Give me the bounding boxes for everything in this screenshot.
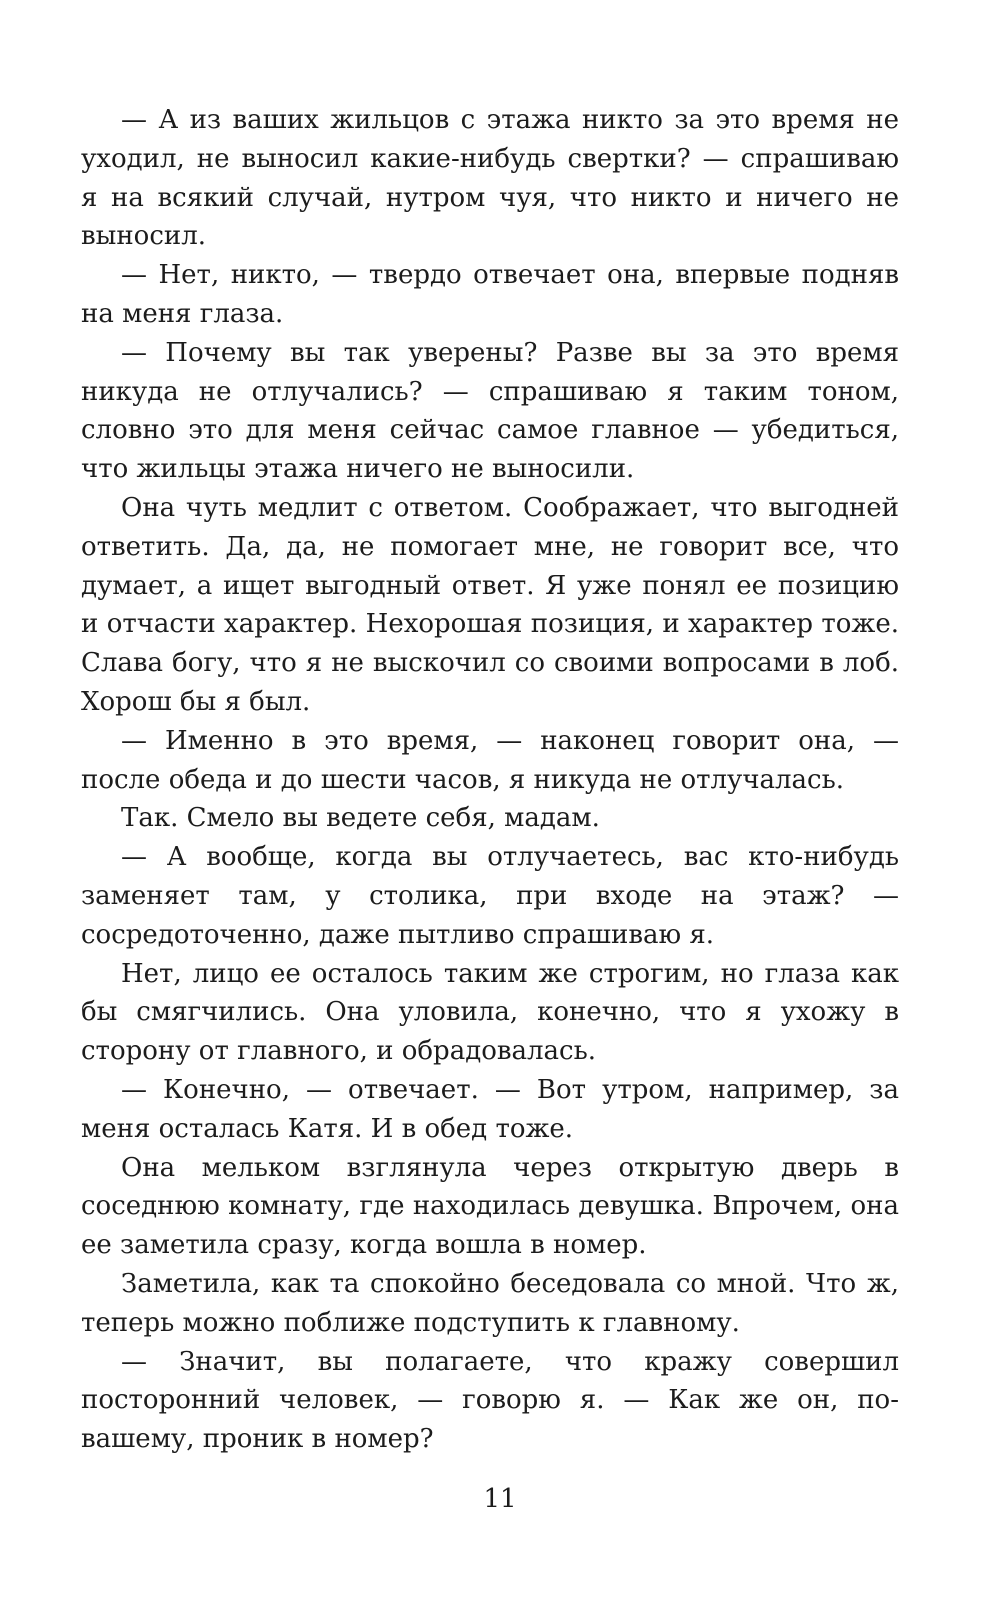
paragraph-11: Заметила, как та спокойно беседовала со мной. Что ж, теперь можно поближе подступить к главному. — [81, 1268, 899, 1338]
paragraph-4: Она чуть медлит с ответом. Соображает, что выгодней ответить. Да, да, не помогает мне, не говорит все, что думает, а ищет выгодный ответ. Я уже понял ее позицию и отчасти характер. Нехорошая позиция, и характер тоже. Слава богу, что я не выскочил со своими вопросами в лоб. Хорош бы я был. — [81, 492, 899, 717]
page-text — [81, 101, 899, 1459]
paragraph-3: — Почему вы так уверены? Разве вы за это время никуда не отлучались? — спрашиваю я таким тоном, словно это для меня сейчас самое главное — убедиться, что жильцы этажа ничего не выносили. — [81, 337, 899, 485]
paragraph-9: — Конечно, — отвечает. — Вот утром, например, за меня осталась Катя. И в обед тоже. — [81, 1074, 899, 1144]
paragraph-2: — Нет, никто, — твердо отвечает она, впервые подняв на меня глаза. — [81, 260, 899, 329]
page-number: 11 — [483, 1484, 517, 1514]
paragraph-8: Нет, лицо ее осталось таким же строгим, но глаза как бы смягчились. Она уловила, конечно, что я ухожу в сторону от главного, и обрадовалась. — [81, 958, 899, 1067]
paragraph-10: Она мельком взглянула через открытую дверь в соседнюю комнату, где находилась девушка. Впрочем, она ее заметила сразу, когда вошла в номер. — [81, 1152, 899, 1261]
paragraph-5: — Именно в это время, — наконец говорит она, — после обеда и до шести часов, я никуда не отлучалась. — [81, 725, 899, 795]
paragraph-7: — А вообще, когда вы отлучаетесь, вас кто-нибудь заменяет там, у столика, при входе на этаж? — сосредоточенно, даже пытливо спрашиваю я. — [81, 842, 899, 950]
paragraph-12: — Значит, вы полагаете, что кражу совершил посторонний человек, — говорю я. — Как же он, по-вашему, проник в номер? — [81, 1346, 899, 1455]
paragraph-1: — А из ваших жильцов с этажа никто за это время не уходил, не выносил какие-нибудь свертки? — спрашиваю я на всякий случай, нутром чуя, что никто и ничего не выносил. — [81, 105, 899, 252]
paragraph-6: Так. Смело вы ведете себя, мадам. — [121, 803, 600, 834]
